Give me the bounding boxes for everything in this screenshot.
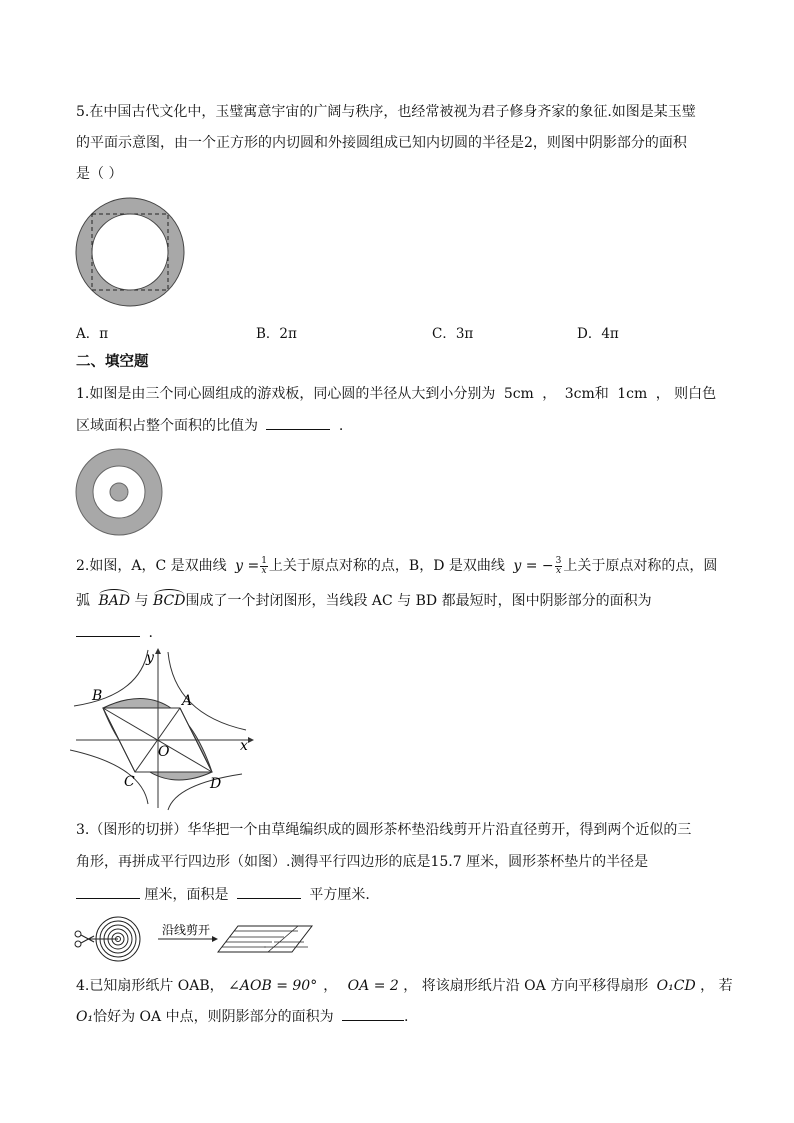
f2-eq1-den: x [261,565,267,576]
label-x: x [240,738,248,754]
f3-area-blank[interactable] [237,884,301,899]
f4-o1: O₁ [76,1009,94,1025]
f4-answer-blank[interactable] [342,1006,404,1021]
f4-text-line-2 [76,1006,409,1027]
board-center [110,483,128,501]
f3-text-3b: 平方厘米. [309,887,370,903]
q5-text-line-1: 5.在中国古代文化中，玉璧寓意宇宙的广阔与秩序，也经常被视为君子修身齐家的象征.如图是某玉璧 [76,104,696,120]
q5-text-line-2: 的平面示意图，由一个正方形的内切圆和外接圆组成已知内切圆的半径是2，则图中阴影部分的面积 [76,135,687,151]
parallelogram [218,926,312,952]
label-d: D [210,776,222,792]
f2-eq2-num: 3 [555,555,562,566]
f2-eq2-frac [555,557,563,576]
label-a: A [182,693,193,709]
arrow-label: 沿线剪开 [162,923,211,937]
f2-eq2-lhs: y = − [513,558,554,574]
label-o: O [158,744,170,760]
f1-text-1b: ， 则白色 [655,386,717,402]
f1-answer-blank[interactable] [266,415,330,430]
option-b[interactable]: B．2π [256,326,297,342]
f1-and: 和 [594,386,609,402]
f4-end: . [404,1009,409,1025]
f1-radius-3: 1cm [617,386,648,402]
option-d[interactable]: D．4π [577,326,619,342]
f2-text-line-2 [76,591,652,611]
section-title: 二、填空题 [76,354,149,370]
f2-text-line-3 [76,622,153,643]
f3-text-line-3 [76,884,370,905]
f2-eq1-lhs: y = [235,558,260,574]
f4-sector: O₁CD [656,978,696,994]
q5-text-line-3: 是（ ） [76,166,123,182]
f4-text-2: 恰好为 OA 中点，则阴影部分的面积为 [93,1009,334,1025]
option-a[interactable]: A．π [76,326,109,342]
f2-text-1b: 上关于原点对称的点，B，D 是双曲线 [268,558,505,574]
inner-circle [92,214,168,290]
arrow-head-icon [212,936,218,942]
f1-end: . [338,418,344,434]
f4-text-1b: ， 将该扇形纸片沿 OA 方向平移得扇形 [403,978,649,994]
jade-disc-figure [74,196,186,308]
f4-text-line-1 [76,976,733,996]
label-c: C [124,774,135,790]
f2-text-1a: 2.如图，A，C 是双曲线 [76,558,227,574]
f4-angle: ∠AOB = 90° [228,978,318,994]
coaster-cut-figure [72,912,322,964]
y-axis-arrow [155,648,161,654]
hyperbola-3-branch-q2 [74,650,148,706]
f1-radius-2: 3cm [564,386,595,402]
f2-eq1-num: 1 [261,555,267,566]
f4-text-1a: 4.已知扇形纸片 OAB， [76,978,224,994]
f4-text-1c: ， 若 [700,978,733,994]
label-y: y [146,650,154,666]
x-axis-arrow [248,737,254,743]
f3-text-3a: 厘米，面积是 [144,887,229,903]
label-b: B [92,688,103,704]
f1-text-line-2 [76,415,343,436]
f3-radius-blank[interactable] [76,884,140,899]
f4-sep: ， [323,978,338,994]
f3-text-line-2: 角形，再拼成平行四边形（如图）.测得平行四边形的底是15.7 厘米，圆形茶杯垫片的半径是 [76,854,649,870]
f4-oa: OA = 2 [347,978,399,994]
f1-text-1a: 1.如图是由三个同心圆组成的游戏板，同心圆的半径从大到小分别为 [76,386,496,402]
f1-radius-1: 5cm [503,386,534,402]
hyperbola-figure [70,644,260,812]
option-c[interactable]: C．3π [432,326,474,342]
target-board-figure [75,448,163,536]
f2-arc-bad: BAD [98,593,131,609]
f2-eq1-frac [260,557,268,576]
f2-text-2a: 弧 [76,593,90,609]
f2-arc-bcd: BCD [152,593,186,609]
f2-text-1c: 上关于原点对称的点，圆 [563,558,718,574]
f2-answer-blank[interactable] [76,622,140,637]
f2-end: . [148,625,153,641]
f1-sep-1: ， [542,386,557,402]
f2-eq2-den: x [555,565,562,576]
f3-text-line-1: 3.（图形的切拼）华华把一个由草绳编织成的圆形茶杯垫沿线剪开片沿直径剪开，得到两个近似的三 [76,822,692,838]
f1-text-2: 区域面积占整个面积的比值为 [76,418,258,434]
f2-text-2b: 与 [134,593,149,609]
f2-text-line-1 [76,556,717,576]
f1-text-line-1 [76,384,716,404]
f2-text-2c: 围成了一个封闭图形，当线段 AC 与 BD 都最短时，图中阴影部分的面积为 [185,593,652,609]
